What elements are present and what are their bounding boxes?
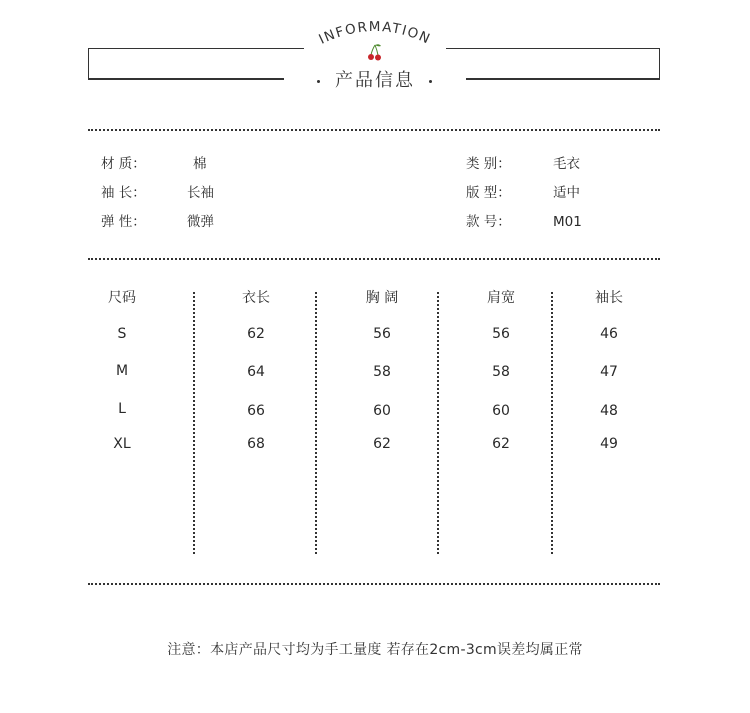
info-value-sleeve: 长袖 (187, 185, 214, 201)
header-frame-left-line (88, 79, 284, 80)
header-frame-top-right-line (446, 48, 660, 49)
table-cell-length: 68 (247, 436, 265, 452)
col-header-shoulder: 肩宽 (487, 290, 515, 306)
column-separator (437, 292, 439, 554)
col-header-chest: 胸 阔 (365, 290, 399, 306)
table-cell-chest: 62 (373, 436, 391, 452)
en-title-text: INFORMATION (316, 18, 434, 48)
info-label-category: 类 别： (466, 156, 511, 172)
header-frame-right-line (466, 79, 660, 80)
table-cell-size: M (115, 363, 129, 379)
table-cell-size: S (117, 326, 127, 342)
table-cell-sleeve: 48 (600, 403, 618, 419)
divider-top (88, 129, 660, 131)
col-header-size: 尺码 (108, 290, 136, 306)
header-frame-top-left-line (88, 48, 304, 49)
col-header-sleeve: 袖长 (595, 290, 623, 306)
info-label-material: 材 质： (101, 156, 146, 172)
info-value-category: 毛衣 (553, 156, 580, 172)
table-cell-shoulder: 56 (492, 326, 510, 342)
table-cell-sleeve: 46 (600, 326, 618, 342)
table-cell-length: 64 (247, 364, 265, 380)
info-label-elasticity: 弹 性： (101, 214, 146, 230)
info-label-fit: 版 型： (466, 185, 511, 201)
table-cell-sleeve: 49 (600, 436, 618, 452)
info-value-fit: 适中 (553, 185, 580, 201)
column-separator (315, 292, 317, 554)
column-separator (551, 292, 553, 554)
table-cell-length: 66 (247, 403, 265, 419)
table-cell-shoulder: 62 (492, 436, 510, 452)
cherry-icon (366, 43, 384, 63)
divider-bottom (88, 583, 660, 585)
info-label-style-no: 款 号： (466, 214, 511, 230)
column-separator (193, 292, 195, 554)
table-cell-chest: 60 (373, 403, 391, 419)
table-cell-shoulder: 60 (492, 403, 510, 419)
info-value-elasticity: 微弹 (187, 214, 214, 230)
table-cell-chest: 58 (373, 364, 391, 380)
info-value-style-no: M01 (553, 214, 582, 230)
table-cell-chest: 56 (373, 326, 391, 342)
table-cell-size: L (118, 401, 126, 417)
page-title: 产品信息 (335, 70, 415, 91)
col-header-length: 衣长 (242, 290, 270, 306)
table-cell-shoulder: 58 (492, 364, 510, 380)
measurement-note: 注意：本店产品尺寸均为手工量度 若存在2cm-3cm误差均属正常 (167, 642, 583, 658)
title-dot-right (429, 80, 432, 83)
info-value-material: 棉 (193, 156, 207, 172)
info-label-sleeve: 袖 长： (101, 185, 146, 201)
table-cell-size: XL (113, 436, 131, 452)
divider-middle (88, 258, 660, 260)
table-cell-sleeve: 47 (600, 364, 618, 380)
table-cell-length: 62 (247, 326, 265, 342)
